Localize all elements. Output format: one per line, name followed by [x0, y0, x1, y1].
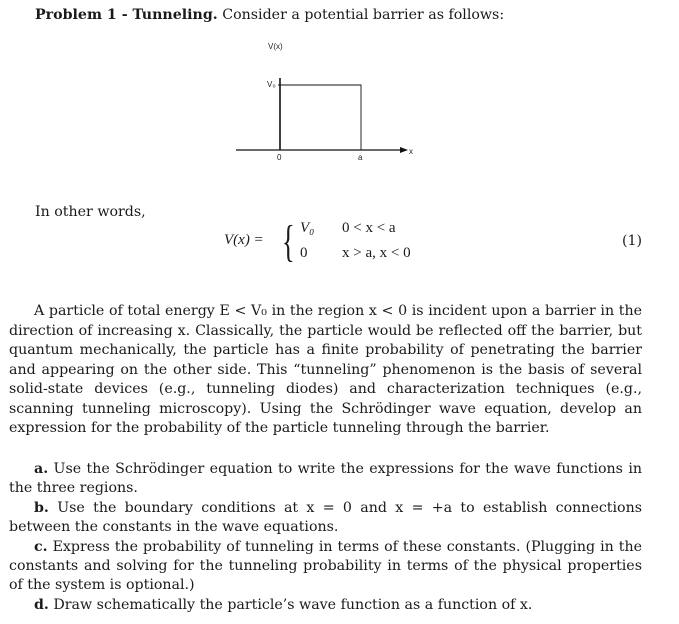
potential-barrier-diagram: [228, 38, 428, 170]
equation-lhs: V(x) =: [224, 232, 264, 248]
problem-statement: Consider a potential barrier as follows:: [222, 7, 505, 23]
part-d-letter: d.: [34, 596, 49, 613]
equation-brace: {: [282, 217, 295, 266]
part-c: [9, 538, 642, 596]
part-a: [9, 460, 642, 499]
problem-paragraph: [9, 302, 642, 439]
case2-condition: x > a, x < 0: [342, 245, 411, 261]
piecewise-equation: [224, 217, 464, 268]
case2-value: 0: [300, 245, 308, 261]
equation-number: (1): [622, 233, 643, 249]
part-b: [9, 499, 642, 538]
part-c-text: Express the probability of tunneling in terms of these constants. (Plugging in the constants and solving for the tunneling probability in terms of the physical properties of the system is optional.): [9, 538, 642, 594]
part-d: [9, 596, 642, 615]
part-c-letter: c.: [34, 538, 48, 555]
case1-condition: 0 < x < a: [342, 220, 396, 236]
barrier-outline: [280, 85, 361, 150]
case1-value: V₀: [300, 220, 315, 236]
part-a-letter: a.: [34, 461, 49, 477]
problem-label: Problem 1 - Tunneling.: [35, 7, 218, 23]
x-axis-label: x: [409, 147, 413, 156]
problem-heading: [35, 6, 504, 24]
paragraph-text: A particle of total energy E < V₀ in the region x < 0 is incident upon a barrier in the direction of increasing x. Classically, the particle would be reflected off the barrier, but quantum mechanically, the particle has a finite probability of penetrating the barrier and appearing on the other side. This “tunneling” phenomenon is the basis of several solid-state devices (e.g., tunneling diodes) and characterization techniques (e.g., scanning tunneling microscopy). Using the Schrödinger wave equation, develop an expression for the probability of the particle tunneling through the barrier.: [9, 303, 642, 436]
y-axis-label: V(x): [268, 42, 283, 51]
intro-text: In other words,: [35, 204, 146, 220]
problem-parts: [9, 460, 642, 615]
part-b-letter: b.: [34, 499, 49, 516]
x-axis-arrow: [400, 147, 408, 153]
v0-label: V₀: [267, 80, 276, 89]
a-label: a: [358, 153, 363, 162]
part-b-text: Use the boundary conditions at x = 0 and x = +a to establish connections between the constants in the wave equations.: [9, 499, 642, 536]
part-d-text: Draw schematically the particle’s wave function as a function of x.: [53, 596, 533, 613]
part-a-text: Use the Schrödinger equation to write the expressions for the wave functions in the three regions.: [9, 461, 643, 497]
origin-label: 0: [277, 153, 282, 162]
